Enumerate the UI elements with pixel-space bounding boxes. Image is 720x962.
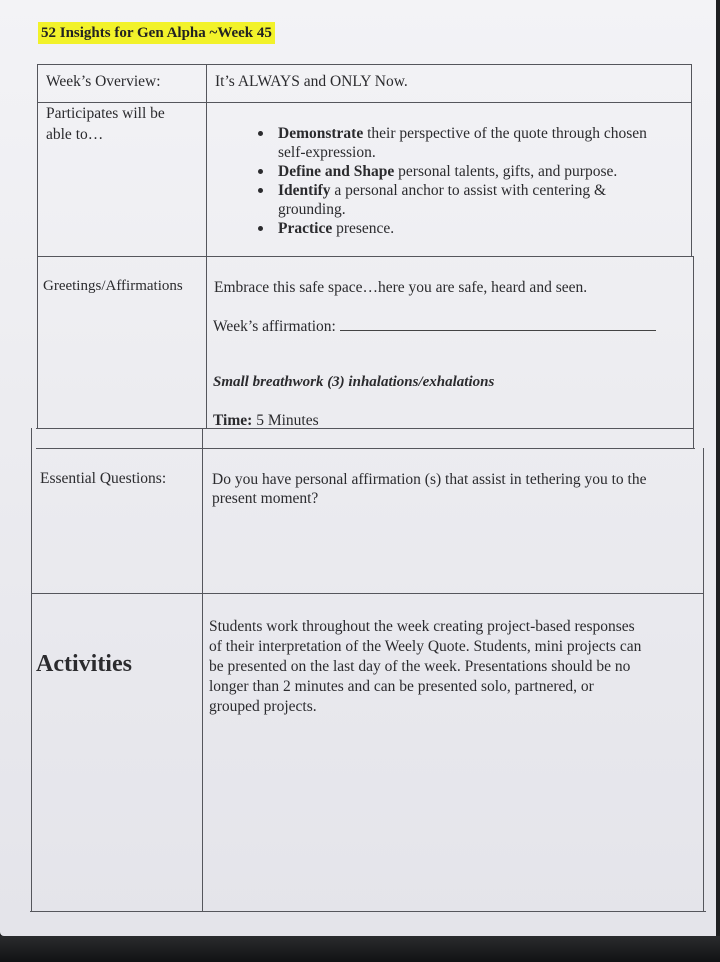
overview-label: Week’s Overview:	[46, 73, 161, 90]
table-border-right-mid	[693, 256, 694, 449]
table-divider-essential	[31, 593, 703, 594]
activities-description: Students work throughout the week creating project-based responses of their interpretation of the Weely Quote. Students, mini projects can be presented on the last day of the week. Presentations should be no longer than 2 minutes and can be presented solo, partnered, or grouped projects.	[209, 618, 642, 715]
objective-item: Demonstrate their perspective of the quote through chosen self-expression.	[254, 124, 684, 162]
objective-item: Define and Shape personal talents, gifts, and purpose.	[254, 162, 684, 181]
essential-label: Essential Questions:	[40, 470, 167, 487]
objective-item: Practice presence.	[254, 219, 684, 238]
affirmation-blank	[340, 316, 656, 331]
table-column-divider	[206, 64, 207, 429]
table-border-right	[691, 64, 692, 257]
table-border-top	[37, 64, 691, 65]
page-title: 52 Insights for Gen Alpha ~Week 45	[38, 22, 275, 44]
greetings-welcome: Embrace this safe space…here you are safe, heard and seen.	[214, 279, 588, 296]
time-value: 5 Minutes	[252, 412, 319, 429]
desk-surface	[0, 936, 720, 962]
table-border-left	[37, 64, 38, 429]
overview-content: It’s ALWAYS and ONLY Now.	[215, 73, 408, 90]
breathwork-instruction: Small breathwork (3) inhalations/exhalations	[213, 374, 495, 390]
participants-label	[46, 103, 165, 145]
affirmation-field	[213, 316, 656, 336]
table-border-left-lower	[31, 428, 32, 912]
activities-label: Activities	[36, 651, 132, 677]
table-divider-greetings	[36, 428, 694, 429]
participants-label-line1: Participates will be	[46, 105, 165, 122]
essential-question: Do you have personal affirmation (s) that assist in tethering you to the present moment?	[212, 471, 647, 507]
time-label: Time:	[213, 412, 253, 429]
table-border-bottom	[30, 911, 706, 912]
table-divider-participants	[37, 256, 693, 257]
greetings-label: Greetings/Affirmations	[43, 278, 183, 294]
time-allotment	[213, 411, 319, 430]
objective-item: Identify a personal anchor to assist with centering & grounding.	[254, 181, 684, 219]
participants-label-line2: able to…	[46, 126, 104, 143]
objectives-list	[254, 124, 684, 238]
table-column-divider-lower	[202, 428, 203, 912]
table-divider-spacer	[36, 448, 695, 449]
participants-objectives	[254, 124, 684, 238]
table-border-right-lower	[703, 448, 704, 912]
affirmation-label: Week’s affirmation:	[213, 318, 336, 335]
